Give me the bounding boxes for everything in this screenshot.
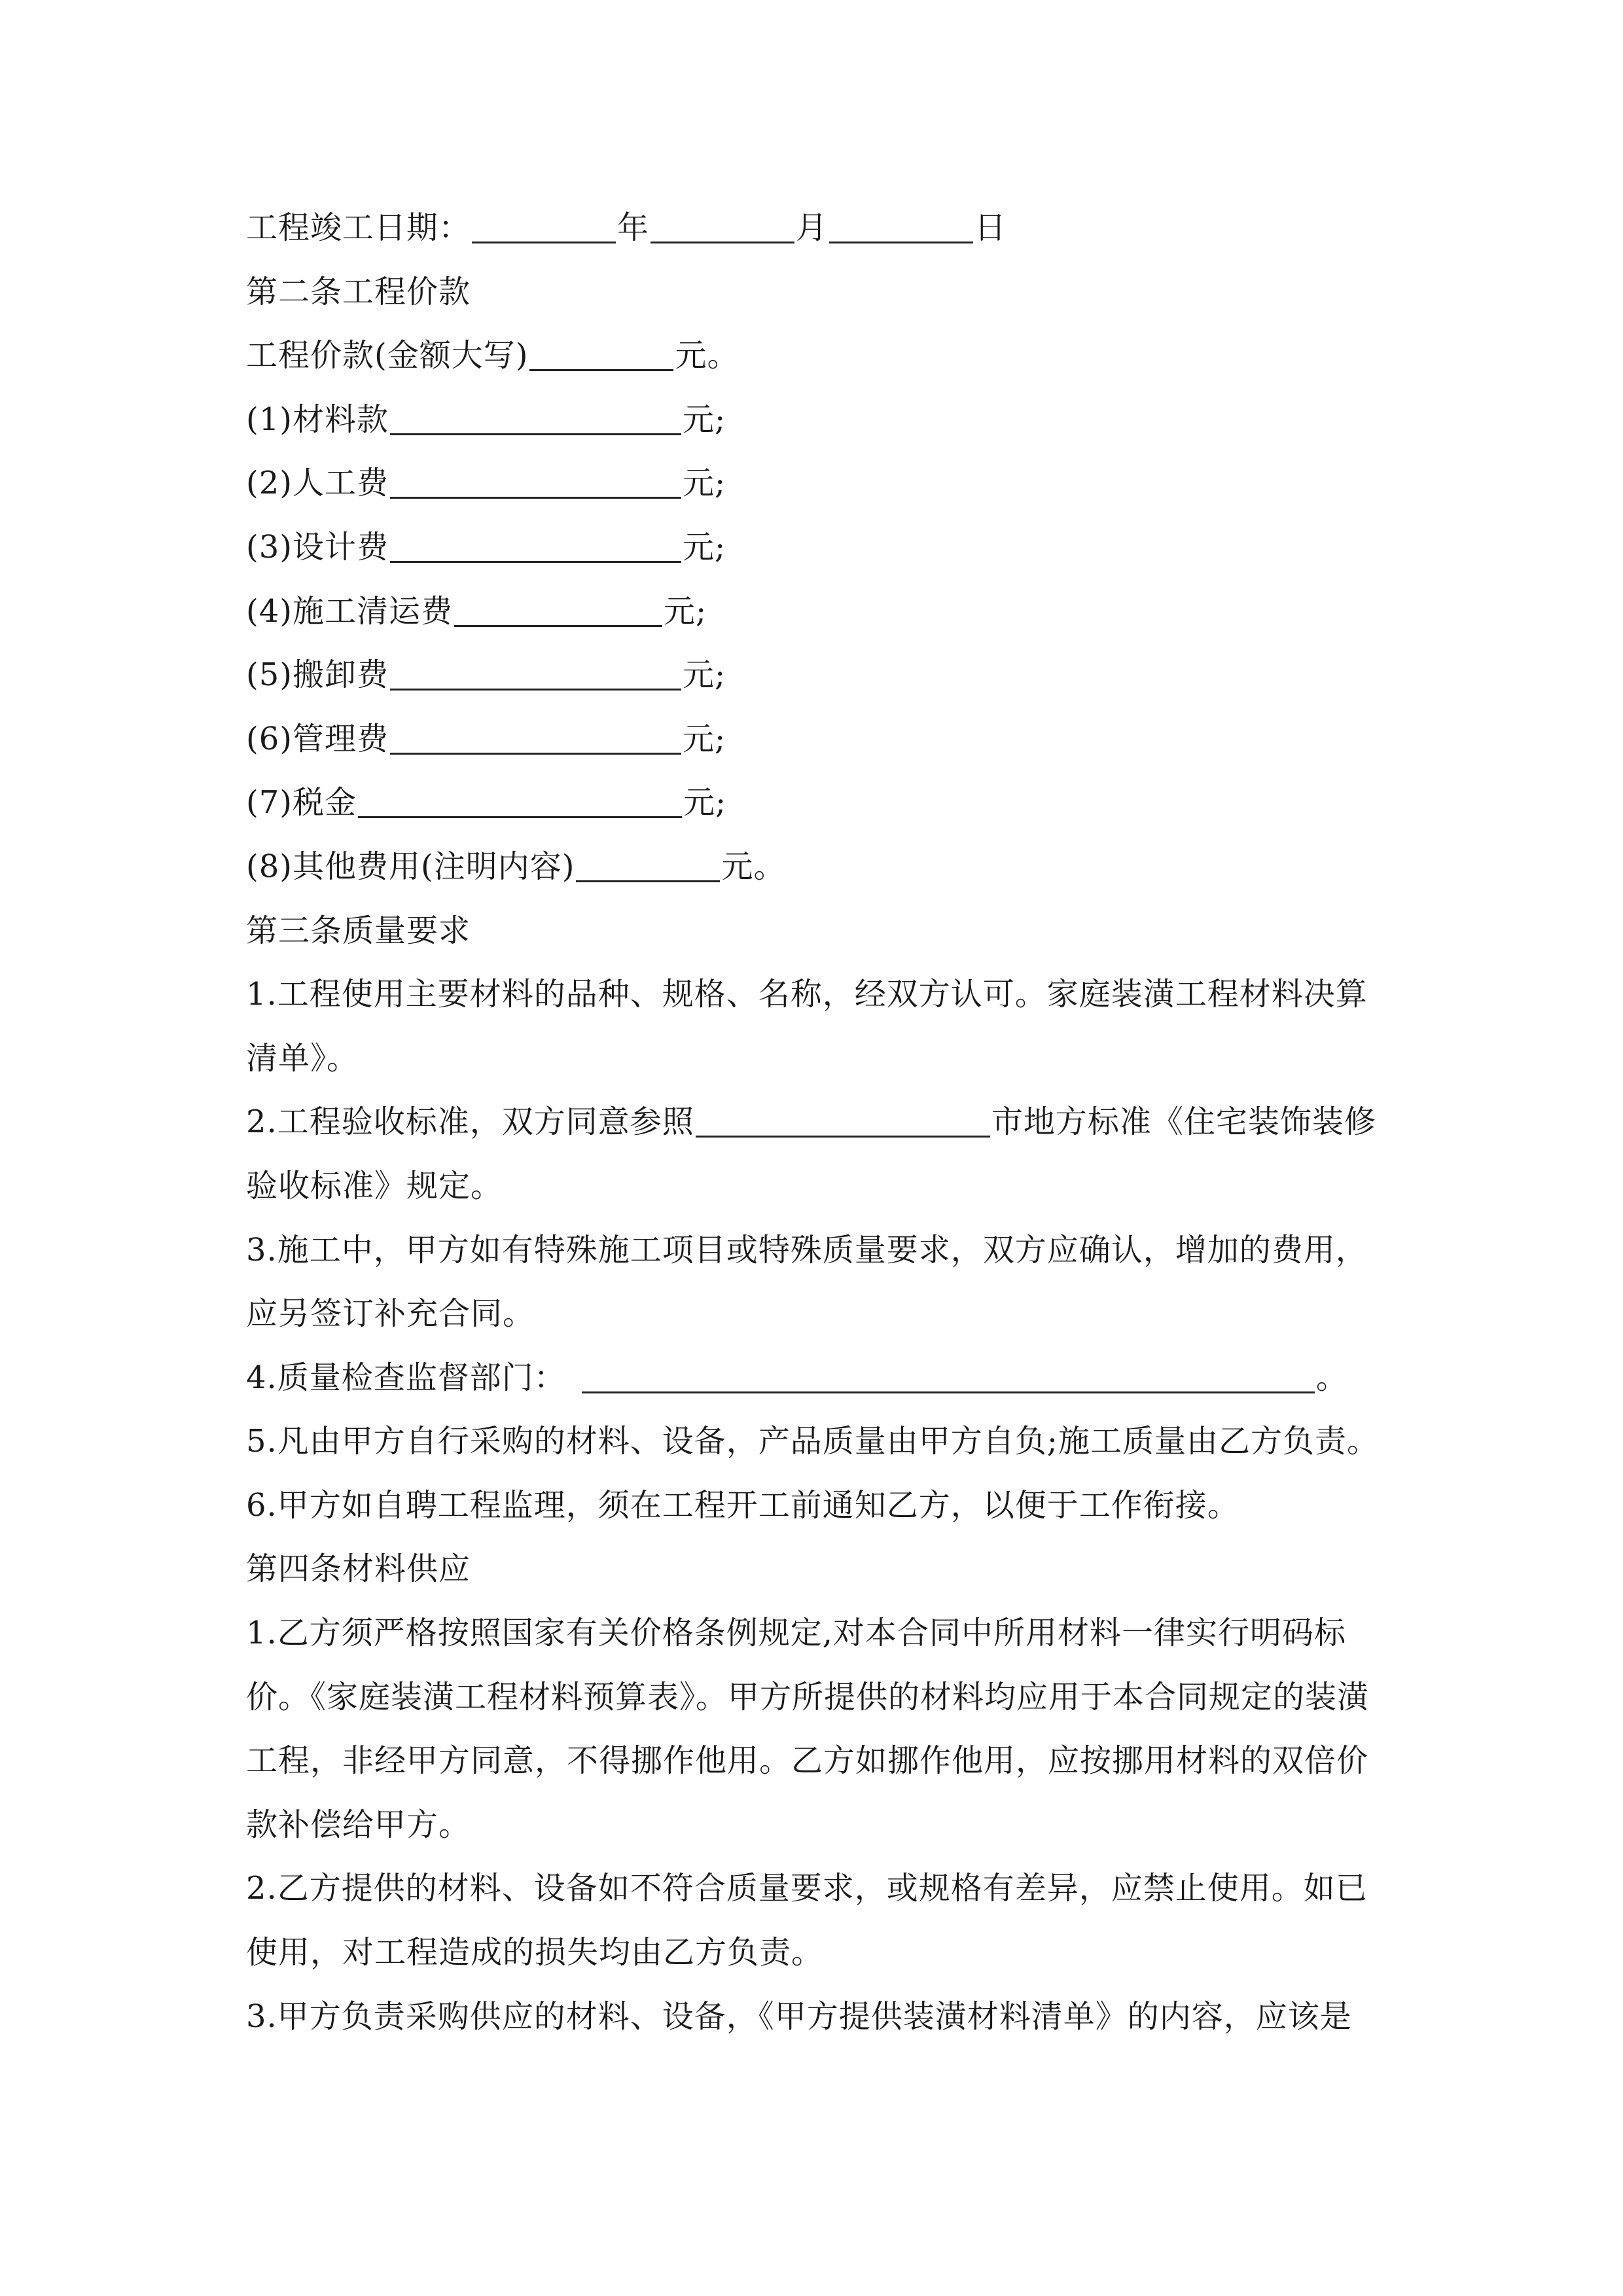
- year-blank[interactable]: [472, 215, 616, 243]
- unit-label: 元;: [683, 465, 726, 502]
- city-blank[interactable]: [696, 1109, 990, 1138]
- year-label: 年: [617, 209, 650, 246]
- handling-cost-label: (5)搬卸费: [246, 656, 389, 694]
- other-cost-blank[interactable]: [576, 854, 720, 882]
- paragraph-text: 1.工程使用主要材料的品种、规格、名称，经双方认可。家庭装潢工程材料决算: [246, 976, 1368, 1013]
- article-3-heading: [246, 899, 1398, 963]
- paragraph-text: 2.乙方提供的材料、设备如不符合质量要求，或规格有差异，应禁止使用。如已: [246, 1870, 1368, 1907]
- paragraph-text: 6.甲方如自聘工程监理，须在工程开工前通知乙方，以便于工作衔接。: [246, 1486, 1240, 1524]
- unit-label: 元;: [683, 656, 726, 694]
- article-4-heading: [246, 1537, 1398, 1602]
- paragraph-text: 2.工程验收标准，双方同意参照: [246, 1103, 694, 1141]
- material-cost-label: (1)材料款: [246, 401, 389, 438]
- paragraph-line: [246, 1219, 1398, 1283]
- cleanup-cost-label: (4)施工清运费: [246, 592, 453, 630]
- unit-label: 元;: [664, 592, 707, 630]
- material-cost-line: [246, 388, 1398, 452]
- unit-label: 元;: [683, 401, 726, 438]
- paragraph-text: 3.甲方负责采购供应的材料、设备，《甲方提供装潢材料清单》的内容，应该是: [246, 1998, 1352, 2035]
- paragraph-line: [246, 1666, 1398, 1730]
- paragraph-line: [246, 1729, 1398, 1793]
- contract-text: [246, 196, 1398, 2049]
- month-label: 月: [796, 209, 829, 246]
- inspection-dept-blank[interactable]: [582, 1365, 1315, 1393]
- paragraph-line: [246, 1155, 1398, 1219]
- paragraph-line: [246, 1410, 1398, 1474]
- unit-label: 元。: [675, 337, 740, 374]
- unit-label: 元;: [683, 720, 726, 757]
- unit-label: 元;: [683, 784, 727, 821]
- paragraph-line: [246, 963, 1398, 1027]
- management-cost-blank[interactable]: [390, 726, 681, 755]
- cleanup-cost-line: [246, 580, 1398, 644]
- tax-blank[interactable]: [358, 790, 682, 818]
- paragraph-text: 清单》。: [246, 1039, 359, 1077]
- handling-cost-blank[interactable]: [390, 662, 681, 691]
- handling-cost-line: [246, 643, 1398, 708]
- paragraph-text: 1.乙方须严格按照国家有关价格条例规定,对本合同中所用材料一律实行明码标: [246, 1615, 1347, 1652]
- paragraph-line: [246, 1857, 1398, 1921]
- material-cost-blank[interactable]: [390, 407, 681, 435]
- completion-date-line: [246, 196, 1398, 260]
- paragraph-line: [246, 1602, 1398, 1666]
- paragraph-line: [246, 1474, 1398, 1538]
- tax-line: [246, 771, 1398, 835]
- paragraph-text: 5.凡由甲方自行采购的材料、设备，产品质量由甲方自负;施工质量由乙方负责。: [246, 1423, 1379, 1460]
- design-cost-blank[interactable]: [390, 535, 681, 563]
- paragraph-line: [246, 1921, 1398, 1985]
- paragraph-text: 价。《家庭装潢工程材料预算表》。甲方所提供的材料均应用于本合同规定的装潢: [246, 1678, 1370, 1715]
- paragraph-line: [246, 1985, 1398, 2049]
- paragraph-text: 验收标准》规定。: [246, 1167, 503, 1204]
- tax-label: (7)税金: [246, 784, 357, 821]
- total-price-line: [246, 324, 1398, 388]
- total-price-blank[interactable]: [529, 343, 673, 371]
- labor-cost-label: (2)人工费: [246, 465, 389, 502]
- labor-cost-line: [246, 452, 1398, 516]
- day-blank[interactable]: [829, 215, 973, 243]
- design-cost-line: [246, 516, 1398, 580]
- management-cost-label: (6)管理费: [246, 720, 389, 757]
- other-cost-label: (8)其他费用(注明内容): [246, 848, 575, 885]
- paragraph-text: 款补偿给甲方。: [246, 1806, 471, 1843]
- heading-text: 第四条材料供应: [246, 1551, 471, 1588]
- heading-text: 第二条工程价款: [246, 273, 471, 310]
- month-blank[interactable]: [651, 215, 794, 243]
- unit-label: 元。: [721, 848, 786, 885]
- article-2-heading: [246, 260, 1398, 325]
- paragraph-text: 。: [1315, 1359, 1348, 1396]
- paragraph-line: [246, 1027, 1398, 1091]
- paragraph-text: 应另签订补充合同。: [246, 1295, 535, 1333]
- day-label: 日: [974, 209, 1007, 246]
- completion-date-label: 工程竣工日期：: [246, 209, 471, 246]
- other-cost-line: [246, 835, 1398, 899]
- cleanup-cost-blank[interactable]: [454, 599, 662, 627]
- total-price-label: 工程价款(金额大写): [246, 337, 529, 374]
- paragraph-text: 4.质量检查监督部门：: [246, 1359, 566, 1396]
- management-cost-line: [246, 708, 1398, 772]
- paragraph-text: 3.施工中，甲方如有特殊施工项目或特殊质量要求，双方应确认，增加的费用，: [246, 1231, 1368, 1268]
- design-cost-label: (3)设计费: [246, 528, 389, 565]
- unit-label: 元;: [683, 528, 726, 565]
- inspection-dept-line: [246, 1346, 1398, 1410]
- paragraph-line: [246, 1793, 1398, 1857]
- paragraph-text: 工程，非经甲方同意，不得挪作他用。乙方如挪作他用，应按挪用材料的双倍价: [246, 1742, 1369, 1780]
- labor-cost-blank[interactable]: [390, 471, 681, 499]
- paragraph-text: 市地方标准《住宅装饰装修: [991, 1103, 1376, 1141]
- paragraph-line: [246, 1282, 1398, 1346]
- heading-text: 第三条质量要求: [246, 912, 471, 949]
- acceptance-standard-line: [246, 1090, 1398, 1155]
- paragraph-text: 使用，对工程造成的损失均由乙方负责。: [246, 1934, 824, 1971]
